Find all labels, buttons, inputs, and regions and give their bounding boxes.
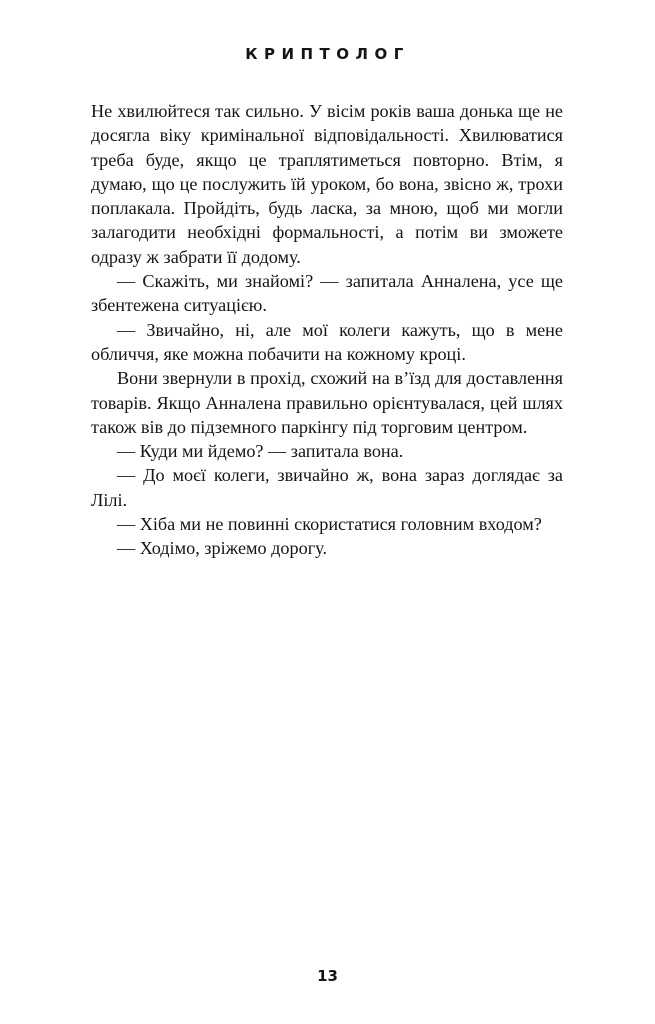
paragraph: — Скажіть, ми знайомі? — запитала Анналена, усе ще збентежена ситуацією.: [91, 271, 563, 316]
paragraph: — Звичайно, ні, але мої колеги кажуть, що в мене обличчя, яке можна побачити на кожному кроці.: [91, 319, 563, 364]
paragraph: — Куди ми йдемо? — запитала вона.: [117, 441, 404, 462]
paragraph: — Хіба ми не повинні скористатися головним входом?: [117, 514, 542, 535]
page-number: 13: [317, 967, 338, 985]
body-text: [91, 99, 563, 561]
paragraph: — Ходімо, зріжемо дорогу.: [117, 538, 327, 559]
paragraph: Не хвилюйтеся так сильно. У вісім років ваша донька ще не досягла віку кримінальної відповідальності. Хвилюватися треба буде, якщо це траплятиметься повторно. Втім, я думаю, що це послужить їй уроком, бо вона, звісно ж, трохи поплакала. Пройдіть, будь ласка, за мною, щоб ми могли залагодити необхідні формальності, а потім ви зможете одразу ж забрати її додому.: [91, 101, 563, 267]
paragraph: Вони звернули в прохід, схожий на в’їзд для доставлення товарів. Якщо Анналена правильно орієнтувалася, цей шлях також вів до підземного паркінгу під торговим центром.: [91, 368, 563, 437]
paragraph: — До моєї колеги, звичайно ж, вона зараз доглядає за Лілі.: [91, 465, 563, 510]
running-header: КРИПТОЛОГ: [245, 45, 410, 63]
